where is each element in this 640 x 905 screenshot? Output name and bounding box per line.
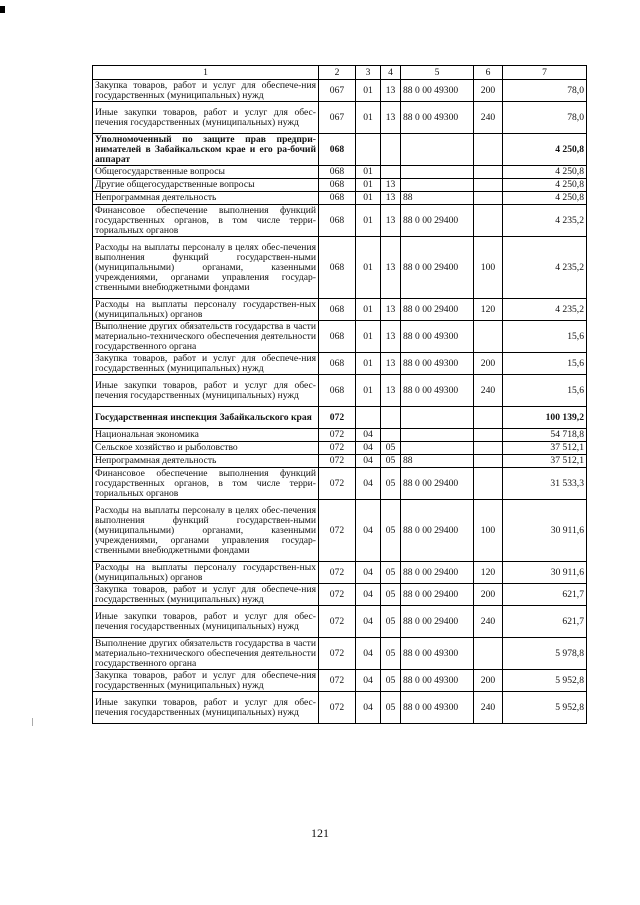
row-name-cell: Государственная инспекция Забайкальского края — [93, 407, 319, 429]
row-target-article-cell: 88 — [401, 192, 474, 205]
row-name-cell: Закупка товаров, работ и услуг для обеспече-ния государственных (муниципальных) нужд — [93, 80, 319, 102]
row-expense-type-cell — [474, 638, 503, 670]
row-section-cell: 01 — [356, 80, 381, 102]
row-expense-type-cell: 120 — [474, 299, 503, 321]
row-expense-type-cell — [474, 442, 503, 455]
row-target-article-cell: 88 0 00 49300 — [401, 670, 474, 692]
table-row — [93, 468, 587, 500]
row-subsection-cell: 13 — [381, 102, 401, 134]
row-target-article-cell: 88 0 00 29400 — [401, 584, 474, 606]
row-name-cell: Уполномоченный по защите прав предпри-нимателей в Забайкальском крае и его ра-бочий аппарат — [93, 134, 319, 166]
row-subsection-cell: 13 — [381, 205, 401, 237]
row-grbs-cell: 072 — [319, 562, 356, 584]
row-name-cell: Выполнение других обязательств государства в части материально-технического обеспечения деятельности государственного органа — [93, 321, 319, 353]
row-amount-cell: 621,7 — [503, 606, 587, 638]
row-subsection-cell: 05 — [381, 692, 401, 724]
row-grbs-cell: 068 — [319, 205, 356, 237]
row-section-cell — [356, 407, 381, 429]
table-row — [93, 500, 587, 562]
row-amount-cell: 15,6 — [503, 321, 587, 353]
row-expense-type-cell: 100 — [474, 237, 503, 299]
table-row — [93, 429, 587, 442]
row-amount-cell: 4 250,8 — [503, 134, 587, 166]
row-grbs-cell: 072 — [319, 670, 356, 692]
row-expense-type-cell — [474, 468, 503, 500]
row-amount-cell: 30 911,6 — [503, 562, 587, 584]
header-cell: 4 — [381, 66, 401, 80]
row-name-cell: Закупка товаров, работ и услуг для обеспече-ния государственных (муниципальных) нужд — [93, 353, 319, 375]
row-section-cell: 04 — [356, 638, 381, 670]
row-section-cell — [356, 134, 381, 166]
row-grbs-cell: 067 — [319, 80, 356, 102]
scan-margin-tick — [32, 718, 33, 726]
row-grbs-cell: 072 — [319, 455, 356, 468]
row-name-cell: Иные закупки товаров, работ и услуг для обес-печения государственных (муниципальных) нужд — [93, 375, 319, 407]
row-section-cell: 04 — [356, 442, 381, 455]
row-name-cell: Расходы на выплаты персоналу в целях обес-печения выполнения функций государствен-ными (муниципальными) органами, казенными учреждениями, органами управления государ-ственными внебюджетными фондами — [93, 500, 319, 562]
row-grbs-cell: 072 — [319, 692, 356, 724]
row-section-cell: 04 — [356, 692, 381, 724]
row-name-cell: Финансовое обеспечение выполнения функций государственных органов, в том числе терри-ториальных органов — [93, 468, 319, 500]
row-expense-type-cell — [474, 321, 503, 353]
row-expense-type-cell: 200 — [474, 584, 503, 606]
row-expense-type-cell — [474, 134, 503, 166]
row-target-article-cell — [401, 407, 474, 429]
row-expense-type-cell: 240 — [474, 375, 503, 407]
row-amount-cell: 15,6 — [503, 375, 587, 407]
row-amount-cell: 4 250,8 — [503, 179, 587, 192]
row-grbs-cell: 072 — [319, 407, 356, 429]
row-amount-cell: 4 250,8 — [503, 166, 587, 179]
row-expense-type-cell: 240 — [474, 606, 503, 638]
row-name-cell: Расходы на выплаты персоналу в целях обес-печения выполнения функций государствен-ными (муниципальными) органами, казенными учреждениями, органами управления государ-ственными внебюджетными фондами — [93, 237, 319, 299]
table-row — [93, 205, 587, 237]
row-name-cell: Иные закупки товаров, работ и услуг для обес-печения государственных (муниципальных) нужд — [93, 606, 319, 638]
row-subsection-cell — [381, 134, 401, 166]
row-target-article-cell: 88 0 00 29400 — [401, 468, 474, 500]
table-row — [93, 299, 587, 321]
row-section-cell: 04 — [356, 606, 381, 638]
row-grbs-cell: 068 — [319, 237, 356, 299]
row-target-article-cell: 88 0 00 49300 — [401, 692, 474, 724]
row-target-article-cell — [401, 429, 474, 442]
row-subsection-cell: 05 — [381, 638, 401, 670]
row-expense-type-cell — [474, 192, 503, 205]
row-name-cell: Расходы на выплаты персоналу государствен-ных (муниципальных) органов — [93, 299, 319, 321]
row-name-cell: Расходы на выплаты персоналу государствен-ных (муниципальных) органов — [93, 562, 319, 584]
row-section-cell: 01 — [356, 205, 381, 237]
row-grbs-cell: 072 — [319, 500, 356, 562]
row-expense-type-cell: 200 — [474, 353, 503, 375]
row-target-article-cell — [401, 166, 474, 179]
row-section-cell: 01 — [356, 299, 381, 321]
row-expense-type-cell: 120 — [474, 562, 503, 584]
table-row — [93, 442, 587, 455]
table-row — [93, 80, 587, 102]
row-grbs-cell: 068 — [319, 179, 356, 192]
row-section-cell: 01 — [356, 237, 381, 299]
row-target-article-cell: 88 0 00 49300 — [401, 80, 474, 102]
table-row — [93, 321, 587, 353]
scan-corner-mark — [0, 6, 5, 13]
table-header-row — [93, 66, 587, 80]
row-grbs-cell: 068 — [319, 353, 356, 375]
row-subsection-cell: 05 — [381, 442, 401, 455]
row-section-cell: 01 — [356, 166, 381, 179]
row-expense-type-cell — [474, 166, 503, 179]
row-section-cell: 04 — [356, 584, 381, 606]
row-subsection-cell: 13 — [381, 179, 401, 192]
row-grbs-cell: 068 — [319, 299, 356, 321]
table-row — [93, 692, 587, 724]
row-name-cell: Непрограммная деятельность — [93, 455, 319, 468]
row-section-cell: 04 — [356, 562, 381, 584]
row-amount-cell: 5 952,8 — [503, 692, 587, 724]
table-row — [93, 353, 587, 375]
header-cell: 6 — [474, 66, 503, 80]
row-name-cell: Закупка товаров, работ и услуг для обеспече-ния государственных (муниципальных) нужд — [93, 670, 319, 692]
row-subsection-cell: 05 — [381, 562, 401, 584]
row-section-cell: 04 — [356, 429, 381, 442]
row-grbs-cell: 072 — [319, 468, 356, 500]
row-subsection-cell: 05 — [381, 670, 401, 692]
row-grbs-cell: 068 — [319, 134, 356, 166]
row-amount-cell: 4 250,8 — [503, 192, 587, 205]
row-target-article-cell: 88 0 00 49300 — [401, 375, 474, 407]
row-subsection-cell: 05 — [381, 606, 401, 638]
row-name-cell: Другие общегосударственные вопросы — [93, 179, 319, 192]
row-target-article-cell: 88 0 00 29400 — [401, 606, 474, 638]
row-expense-type-cell: 200 — [474, 670, 503, 692]
row-subsection-cell — [381, 429, 401, 442]
row-section-cell: 04 — [356, 500, 381, 562]
row-subsection-cell: 13 — [381, 237, 401, 299]
row-section-cell: 01 — [356, 192, 381, 205]
row-name-cell: Общегосударственные вопросы — [93, 166, 319, 179]
header-cell: 2 — [319, 66, 356, 80]
row-section-cell: 01 — [356, 102, 381, 134]
table-row — [93, 562, 587, 584]
row-subsection-cell — [381, 166, 401, 179]
header-cell: 1 — [93, 66, 319, 80]
row-subsection-cell: 05 — [381, 500, 401, 562]
table-row — [93, 606, 587, 638]
row-target-article-cell: 88 0 00 29400 — [401, 237, 474, 299]
table-row — [93, 638, 587, 670]
row-target-article-cell: 88 0 00 49300 — [401, 102, 474, 134]
row-amount-cell: 5 952,8 — [503, 670, 587, 692]
row-grbs-cell: 072 — [319, 606, 356, 638]
row-subsection-cell: 05 — [381, 468, 401, 500]
row-grbs-cell: 072 — [319, 442, 356, 455]
row-amount-cell: 4 235,2 — [503, 205, 587, 237]
row-section-cell: 01 — [356, 179, 381, 192]
row-target-article-cell: 88 0 00 29400 — [401, 299, 474, 321]
row-expense-type-cell — [474, 407, 503, 429]
row-section-cell: 04 — [356, 670, 381, 692]
row-expense-type-cell — [474, 205, 503, 237]
table-row — [93, 134, 587, 166]
page-number: 121 — [311, 826, 329, 840]
row-amount-cell: 4 235,2 — [503, 299, 587, 321]
row-grbs-cell: 067 — [319, 102, 356, 134]
row-amount-cell: 4 235,2 — [503, 237, 587, 299]
row-amount-cell: 37 512,1 — [503, 442, 587, 455]
row-name-cell: Иные закупки товаров, работ и услуг для обес-печения государственных (муниципальных) нужд — [93, 692, 319, 724]
table-row — [93, 375, 587, 407]
row-section-cell: 04 — [356, 468, 381, 500]
row-expense-type-cell: 240 — [474, 692, 503, 724]
table-row — [93, 670, 587, 692]
row-target-article-cell: 88 0 00 29400 — [401, 562, 474, 584]
row-subsection-cell: 13 — [381, 321, 401, 353]
row-name-cell: Выполнение других обязательств государства в части материально-технического обеспечения деятельности государственного органа — [93, 638, 319, 670]
row-name-cell: Непрограммная деятельность — [93, 192, 319, 205]
header-cell: 5 — [401, 66, 474, 80]
row-target-article-cell: 88 0 00 29400 — [401, 205, 474, 237]
table-row — [93, 166, 587, 179]
row-subsection-cell: 13 — [381, 299, 401, 321]
row-expense-type-cell: 240 — [474, 102, 503, 134]
row-name-cell: Национальная экономика — [93, 429, 319, 442]
row-target-article-cell: 88 0 00 49300 — [401, 321, 474, 353]
row-target-article-cell: 88 0 00 49300 — [401, 353, 474, 375]
row-amount-cell: 54 718,8 — [503, 429, 587, 442]
row-target-article-cell: 88 0 00 49300 — [401, 638, 474, 670]
budget-table — [92, 65, 587, 724]
table-row — [93, 102, 587, 134]
row-name-cell: Иные закупки товаров, работ и услуг для обес-печения государственных (муниципальных) нужд — [93, 102, 319, 134]
row-subsection-cell — [381, 407, 401, 429]
row-amount-cell: 37 512,1 — [503, 455, 587, 468]
row-section-cell: 01 — [356, 375, 381, 407]
row-amount-cell: 621,7 — [503, 584, 587, 606]
row-section-cell: 04 — [356, 455, 381, 468]
table-row — [93, 192, 587, 205]
row-target-article-cell — [401, 442, 474, 455]
row-grbs-cell: 072 — [319, 638, 356, 670]
table-row — [93, 179, 587, 192]
table-row — [93, 455, 587, 468]
row-grbs-cell: 068 — [319, 375, 356, 407]
row-name-cell: Закупка товаров, работ и услуг для обеспече-ния государственных (муниципальных) нужд — [93, 584, 319, 606]
row-section-cell: 01 — [356, 321, 381, 353]
row-subsection-cell: 13 — [381, 353, 401, 375]
row-subsection-cell: 05 — [381, 584, 401, 606]
row-expense-type-cell — [474, 429, 503, 442]
row-target-article-cell: 88 — [401, 455, 474, 468]
row-amount-cell: 30 911,6 — [503, 500, 587, 562]
row-subsection-cell: 13 — [381, 192, 401, 205]
row-amount-cell: 78,0 — [503, 102, 587, 134]
row-target-article-cell — [401, 179, 474, 192]
row-subsection-cell: 13 — [381, 375, 401, 407]
row-subsection-cell: 13 — [381, 80, 401, 102]
row-name-cell: Сельское хозяйство и рыболовство — [93, 442, 319, 455]
row-subsection-cell: 05 — [381, 455, 401, 468]
row-amount-cell: 100 139,2 — [503, 407, 587, 429]
row-expense-type-cell — [474, 179, 503, 192]
row-grbs-cell: 072 — [319, 584, 356, 606]
row-section-cell: 01 — [356, 353, 381, 375]
row-expense-type-cell — [474, 455, 503, 468]
row-expense-type-cell: 100 — [474, 500, 503, 562]
row-amount-cell: 78,0 — [503, 80, 587, 102]
table-row — [93, 407, 587, 429]
row-target-article-cell: 88 0 00 29400 — [401, 500, 474, 562]
row-grbs-cell: 068 — [319, 192, 356, 205]
row-target-article-cell — [401, 134, 474, 166]
budget-table-frame — [92, 65, 586, 724]
row-amount-cell: 31 533,3 — [503, 468, 587, 500]
row-amount-cell: 5 978,8 — [503, 638, 587, 670]
header-cell: 7 — [503, 66, 587, 80]
row-name-cell: Финансовое обеспечение выполнения функций государственных органов, в том числе терри-ториальных органов — [93, 205, 319, 237]
row-grbs-cell: 072 — [319, 429, 356, 442]
header-cell: 3 — [356, 66, 381, 80]
row-grbs-cell: 068 — [319, 321, 356, 353]
table-row — [93, 237, 587, 299]
row-grbs-cell: 068 — [319, 166, 356, 179]
row-amount-cell: 15,6 — [503, 353, 587, 375]
row-expense-type-cell: 200 — [474, 80, 503, 102]
table-row — [93, 584, 587, 606]
